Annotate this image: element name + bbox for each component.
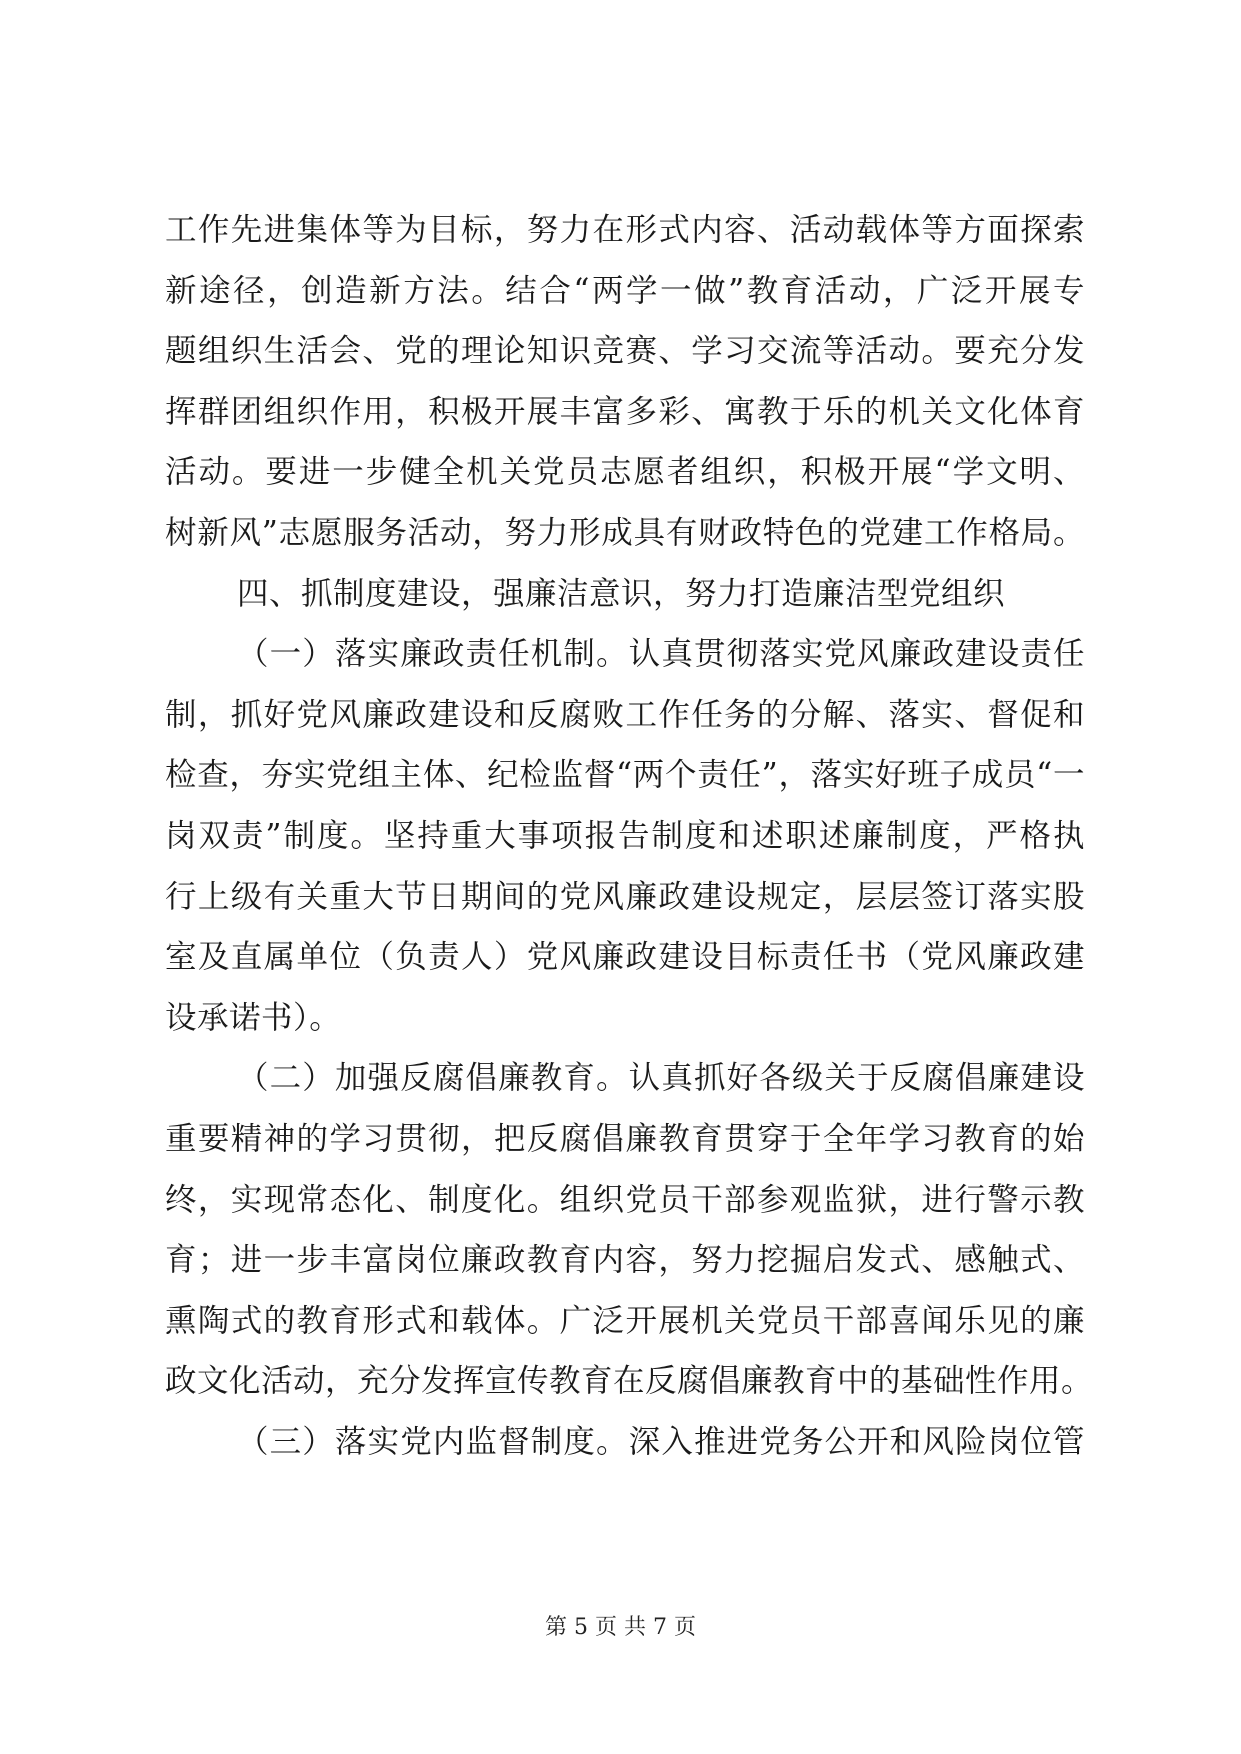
text-line: （二）加强反腐倡廉教育。认真抓好各级关于反腐倡廉建设 — [237, 1060, 1085, 1097]
text-line: （三）落实党内监督制度。深入推进党务公开和风险岗位管 — [237, 1423, 1085, 1460]
text-line: 挥群团组织作用，积极开展丰富多彩、寓教于乐的机关文化体育 — [165, 393, 1085, 430]
text-line: 树新风”志愿服务活动，努力形成具有财政特色的党建工作格局。 — [165, 514, 1085, 551]
text-line: （一）落实廉政责任机制。认真贯彻落实党风廉政建设责任 — [237, 636, 1085, 673]
text-line: 新途径，创造新方法。结合“两学一做”教育活动，广泛开展专 — [165, 272, 1085, 309]
page-number-footer: 第 5 页 共 7 页 — [545, 1615, 696, 1640]
text-line: 岗双责”制度。坚持重大事项报告制度和述职述廉制度，严格执 — [165, 817, 1085, 854]
text-line: 政文化活动，充分发挥宣传教育在反腐倡廉教育中的基础性作用。 — [165, 1363, 1094, 1400]
text-line: 制，抓好党风廉政建设和反腐败工作任务的分解、落实、督促和 — [165, 696, 1085, 733]
text-line: 设承诺书）。 — [165, 999, 342, 1036]
text-line: 育；进一步丰富岗位廉政教育内容，努力挖掘启发式、感触式、 — [165, 1242, 1085, 1279]
text-line: 重要精神的学习贯彻，把反腐倡廉教育贯穿于全年学习教育的始 — [165, 1120, 1085, 1157]
text-line: 行上级有关重大节日期间的党风廉政建设规定，层层签订落实股 — [165, 878, 1085, 915]
document-body — [165, 200, 1094, 1472]
text-line: 工作先进集体等为目标，努力在形式内容、活动载体等方面探索 — [165, 212, 1085, 248]
text-line: 检查，夯实党组主体、纪检监督“两个责任”，落实好班子成员“一 — [165, 757, 1085, 794]
text-line: 题组织生活会、党的理论知识竞赛、学习交流等活动。要充分发 — [165, 333, 1085, 370]
text-line: 终，实现常态化、制度化。组织党员干部参观监狱，进行警示教 — [165, 1181, 1085, 1218]
text-line: 活动。要进一步健全机关党员志愿者组织，积极开展“学文明、 — [165, 454, 1085, 491]
section-heading: 四、抓制度建设，强廉洁意识，努力打造廉洁型党组织 — [237, 575, 1006, 612]
text-line: 熏陶式的教育形式和载体。广泛开展机关党员干部喜闻乐见的廉 — [165, 1302, 1085, 1339]
text-line: 室及直属单位（负责人）党风廉政建设目标责任书（党风廉政建 — [165, 939, 1085, 976]
